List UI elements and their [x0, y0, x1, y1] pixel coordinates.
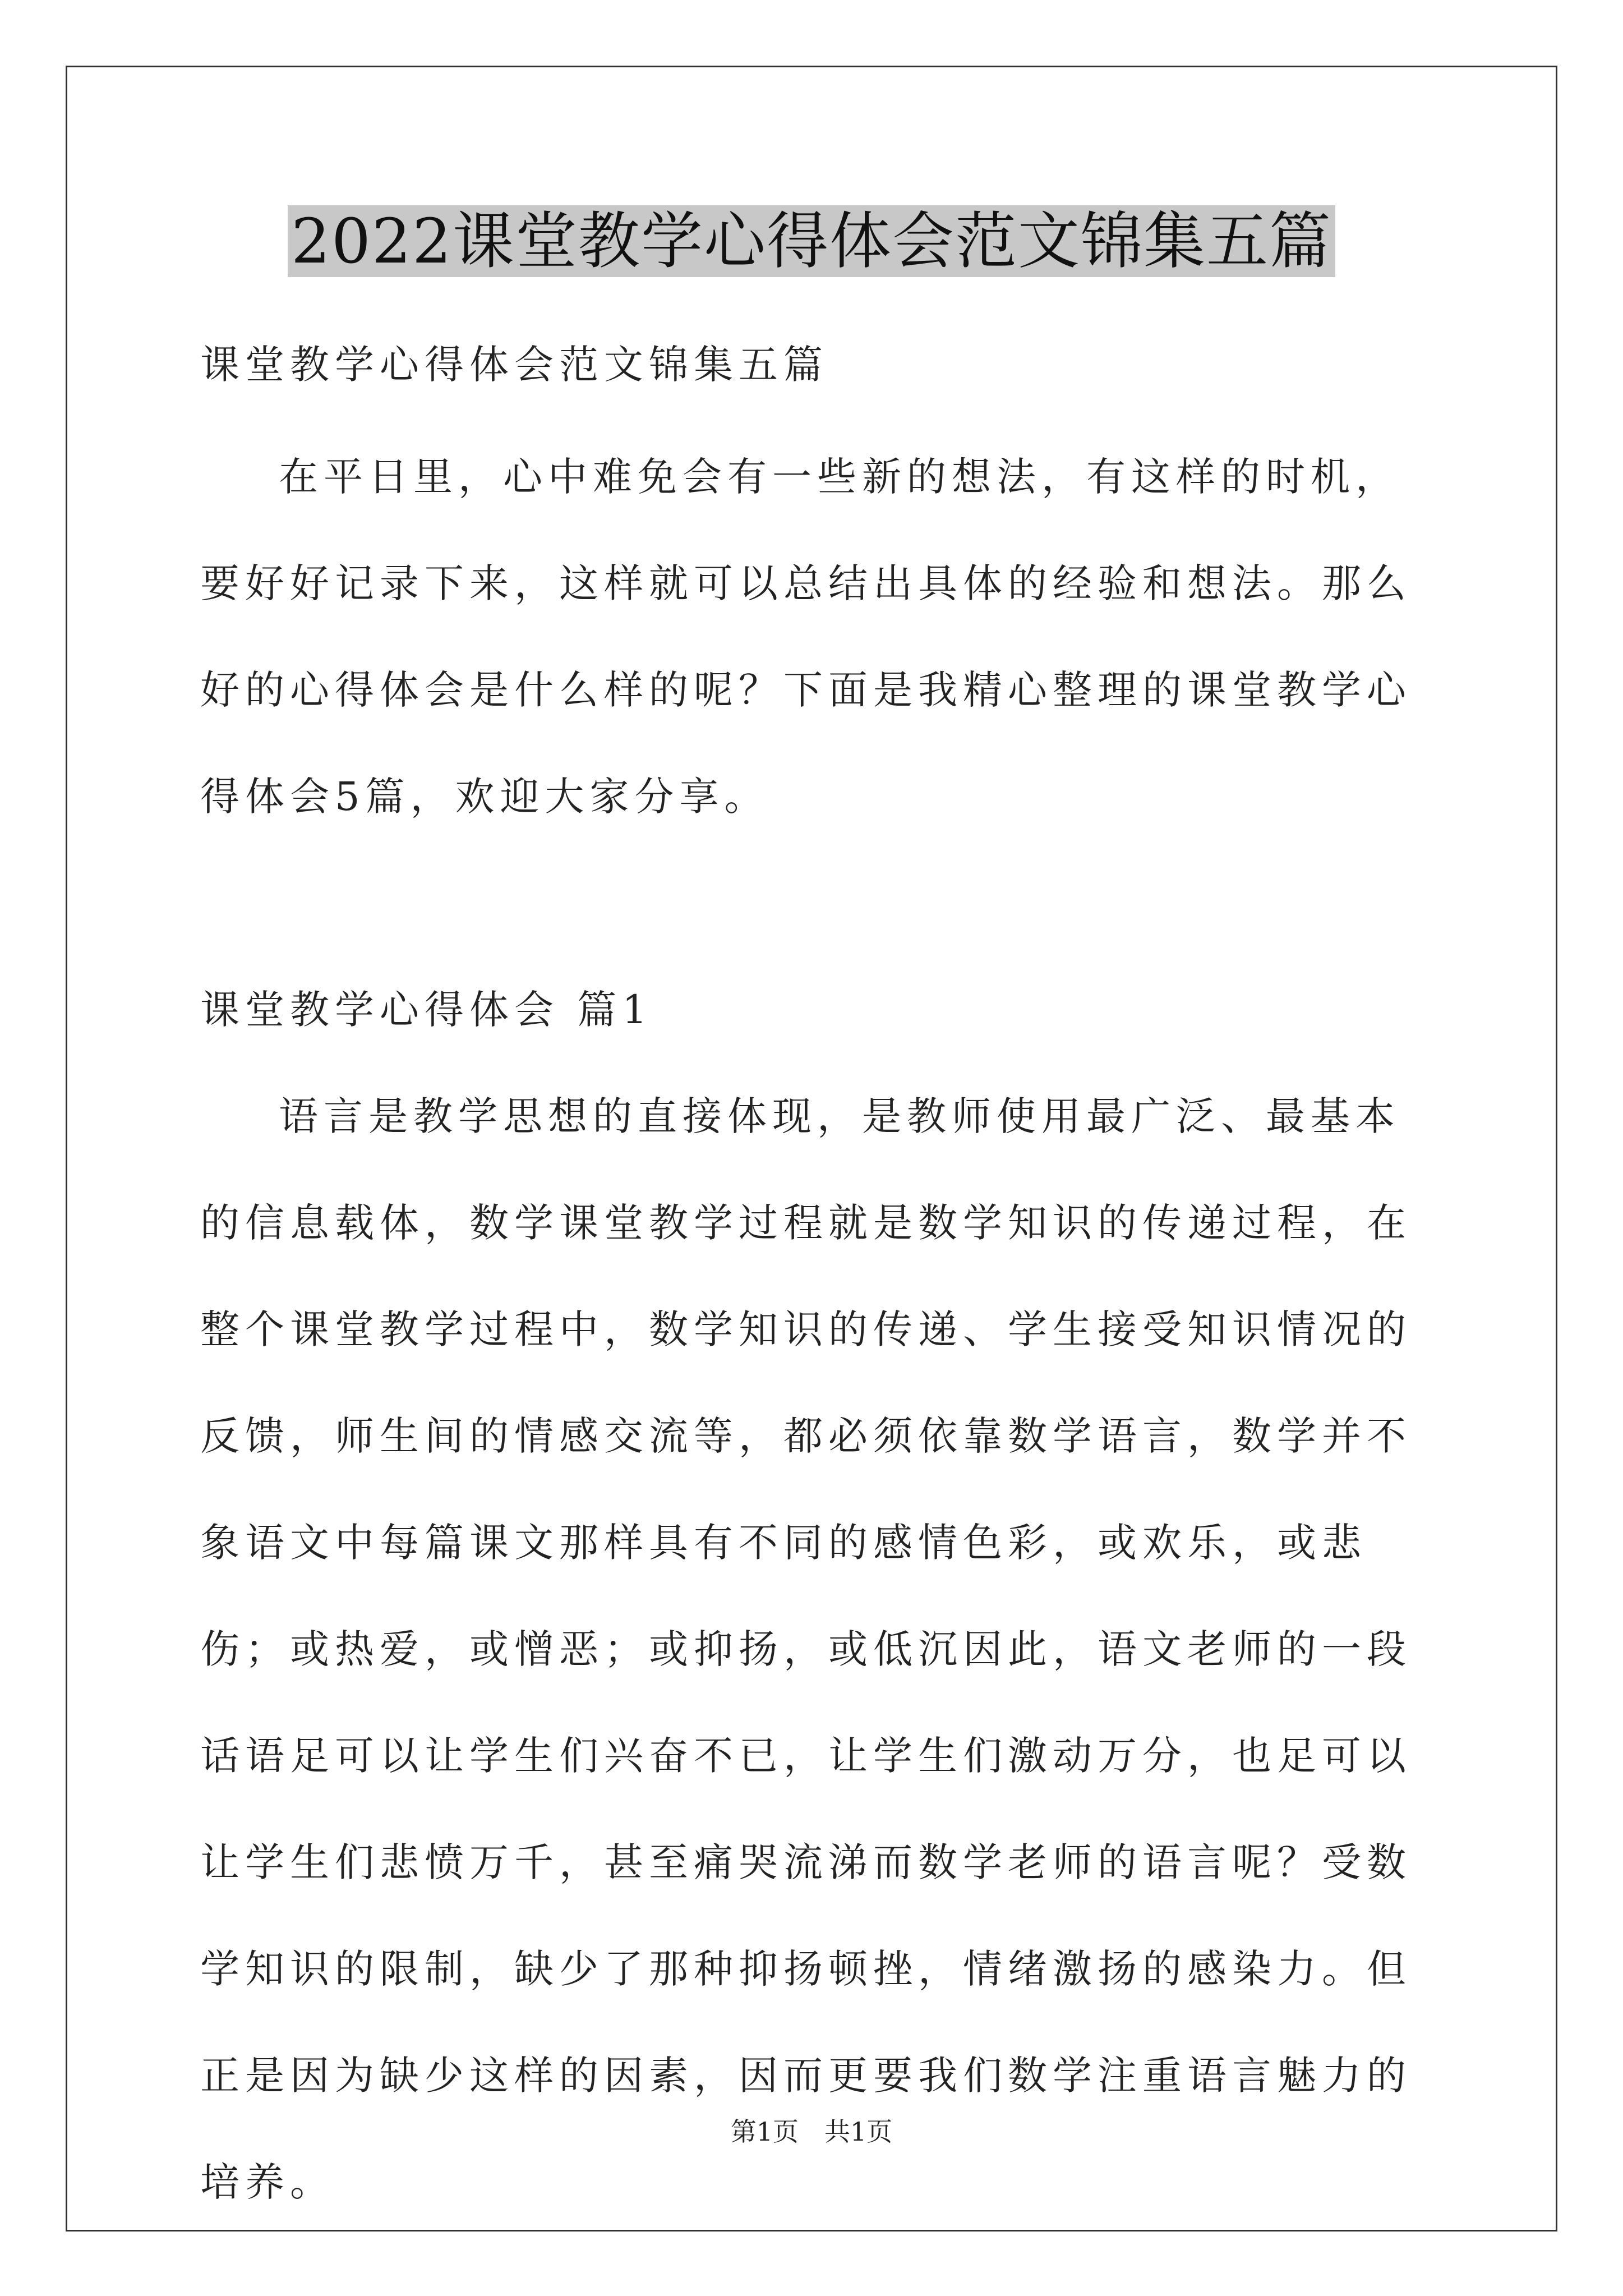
paragraph-gap	[200, 850, 1434, 956]
page-number: 第1页 共1页	[730, 2116, 893, 2147]
section-heading: 课堂教学心得体会 篇1	[200, 987, 653, 1033]
document-subtitle: 课堂教学心得体会范文锦集五篇	[200, 342, 828, 388]
document-body	[200, 311, 1434, 2235]
section-paragraph: 语言是教学思想的直接体现，是教师使用最广泛、最基本的信息载体，数学课堂教学过程就是数学知识的传递过程，在整个课堂教学过程中，数学知识的传递、学生接受知识情况的反馈，师生间的情感交流等，都必须依靠数学语言，数学并不象语文中每篇课文那样具有不同的感情色彩，或欢乐，或悲伤；或热爱，或憎恶；或抑扬，或低沉因此，语文老师的一段话语足可以让学生们兴奋不已，让学生们激动万分，也足可以让学生们悲愤万千，甚至痛哭流涕而数学老师的语言呢？受数学知识的限制，缺少了那种抑扬顿挫，情绪激扬的感染力。但正是因为缺少这样的因素，因而更要我们数学注重语言魅力的培养。	[200, 1093, 1412, 2205]
paragraph-gap	[200, 418, 1434, 424]
document-title	[0, 199, 1623, 283]
intro-paragraph: 在平日里，心中难免会有一些新的想法，有这样的时机，要好好记录下来，这样就可以总结出具体的经验和想法。那么好的心得体会是什么样的呢？下面是我精心整理的课堂教学心得体会5篇，欢迎大家分享。	[200, 454, 1412, 820]
document-title-text: 2022课堂教学心得体会范文锦集五篇	[288, 205, 1335, 277]
